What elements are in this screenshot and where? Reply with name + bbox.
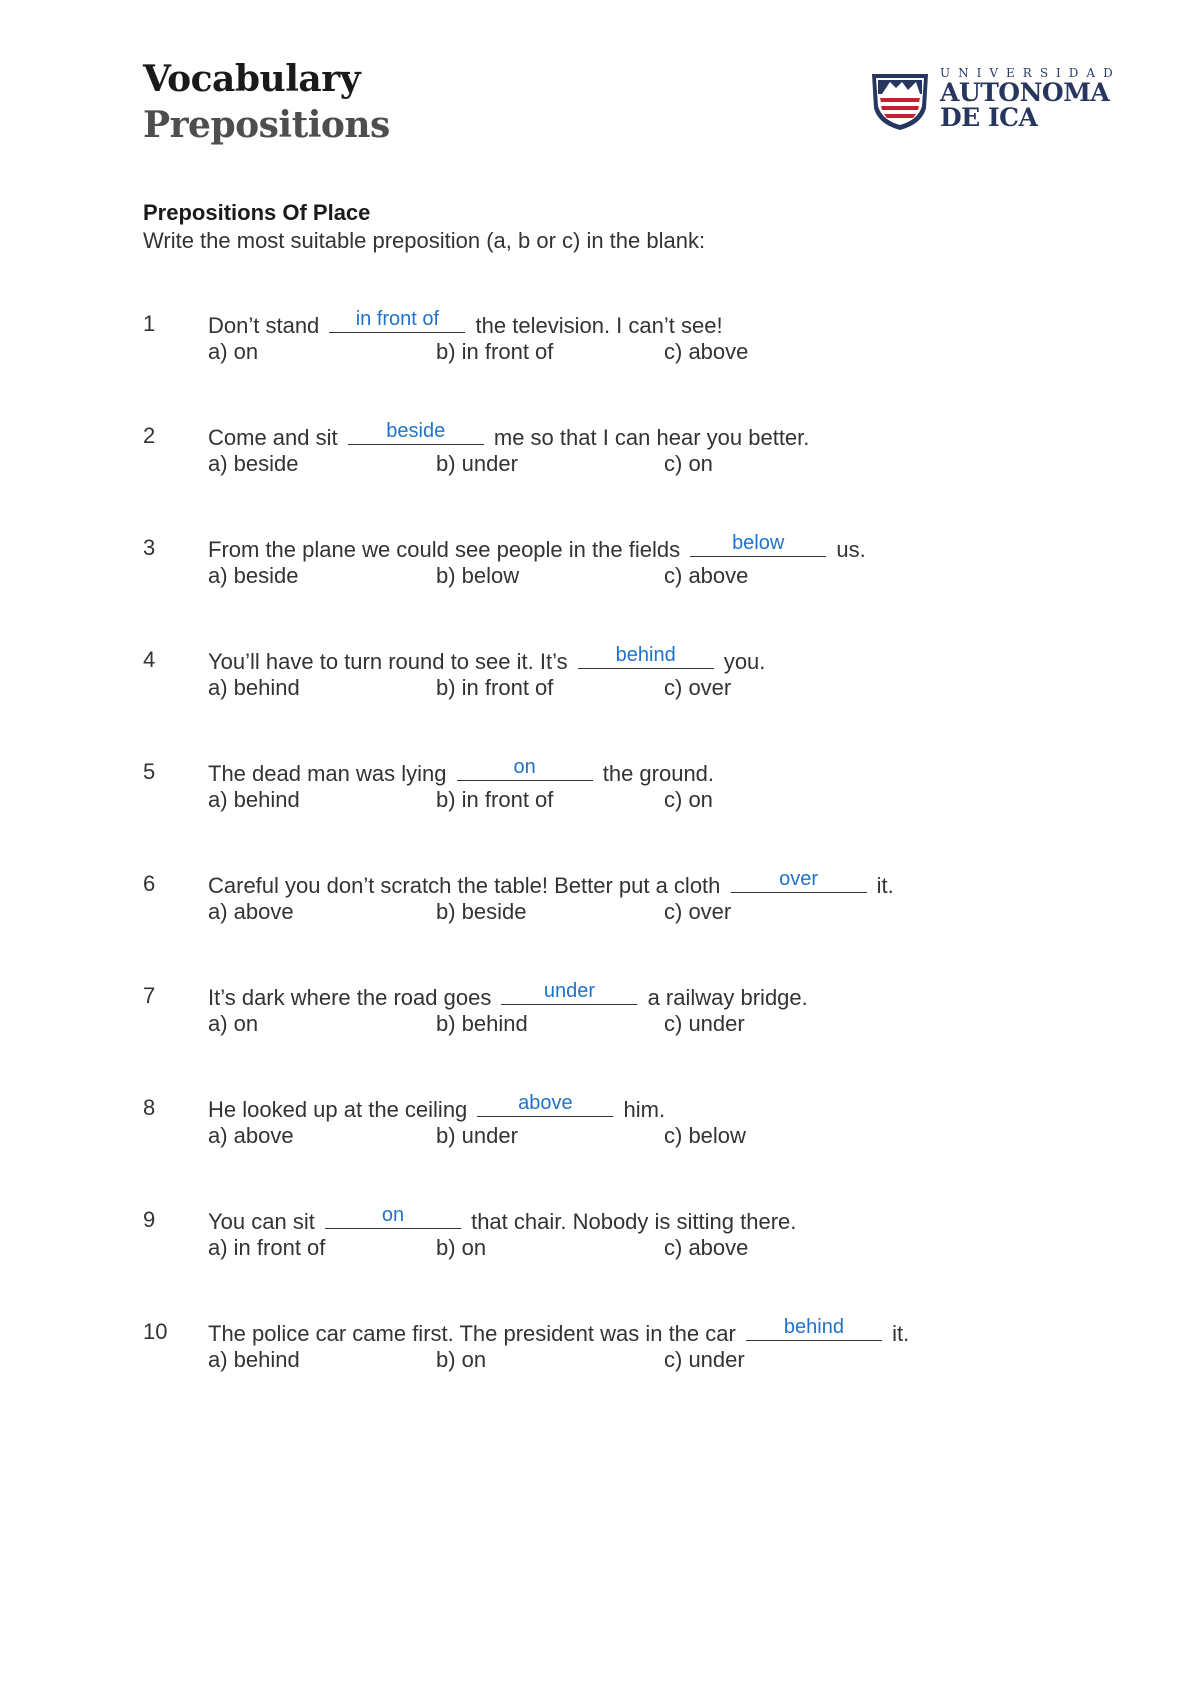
question-sentence bbox=[208, 1094, 665, 1124]
question-item bbox=[143, 534, 1143, 646]
section-title: Prepositions Of Place bbox=[143, 200, 371, 225]
sentence-after: us. bbox=[836, 537, 866, 562]
question-item bbox=[143, 422, 1143, 534]
answer-text: on bbox=[381, 1204, 405, 1226]
option-b: b) on bbox=[436, 1347, 487, 1372]
question-number: 6 bbox=[143, 871, 156, 896]
question-item bbox=[143, 310, 1143, 422]
question-item bbox=[143, 1094, 1143, 1206]
title-block bbox=[143, 56, 390, 148]
option-a: a) on bbox=[208, 339, 259, 364]
sentence-after: me so that I can hear you better. bbox=[493, 425, 810, 450]
answer-text: behind bbox=[783, 1316, 844, 1338]
question-item bbox=[143, 758, 1143, 870]
option-b: b) under bbox=[436, 451, 518, 476]
answer-text: below bbox=[732, 532, 785, 554]
question-number: 1 bbox=[143, 311, 156, 336]
sentence-before: You can sit bbox=[208, 1209, 315, 1234]
sentence-after: you. bbox=[723, 649, 766, 674]
sentence-after: him. bbox=[623, 1097, 666, 1122]
logo-line1: UNIVERSIDAD bbox=[940, 66, 1121, 80]
answer-blank[interactable] bbox=[690, 534, 826, 557]
answer-text: under bbox=[543, 980, 596, 1002]
question-item bbox=[143, 982, 1143, 1094]
sentence-before: He looked up at the ceiling bbox=[208, 1097, 468, 1122]
answer-blank[interactable] bbox=[348, 422, 484, 445]
answer-blank[interactable] bbox=[457, 758, 593, 781]
answer-text: behind bbox=[615, 644, 676, 666]
question-number: 7 bbox=[143, 983, 156, 1008]
answer-text: beside bbox=[386, 420, 446, 442]
answer-blank[interactable] bbox=[731, 870, 867, 893]
answer-blank[interactable] bbox=[746, 1318, 882, 1341]
question-item bbox=[143, 1206, 1143, 1318]
answer-text: in front of bbox=[355, 308, 440, 330]
answer-text: above bbox=[518, 1092, 573, 1114]
question-number: 4 bbox=[143, 647, 156, 672]
option-b: b) beside bbox=[436, 899, 527, 924]
shield-logo-icon bbox=[868, 68, 932, 132]
option-c: c) on bbox=[664, 451, 713, 476]
option-b: b) on bbox=[436, 1235, 487, 1260]
option-b: b) in front of bbox=[436, 787, 554, 812]
question-item bbox=[143, 870, 1143, 982]
question-number: 5 bbox=[143, 759, 156, 784]
option-c: c) below bbox=[664, 1123, 746, 1148]
option-c: c) under bbox=[664, 1011, 745, 1036]
option-b: b) below bbox=[436, 563, 520, 588]
question-number: 2 bbox=[143, 423, 156, 448]
logo-line3: DE ICA bbox=[940, 103, 1038, 132]
option-a: a) behind bbox=[208, 1347, 300, 1372]
sentence-before: The dead man was lying bbox=[208, 761, 447, 786]
question-number: 3 bbox=[143, 535, 156, 560]
option-c: c) on bbox=[664, 787, 713, 812]
sentence-after: it. bbox=[892, 1321, 910, 1346]
question-sentence bbox=[208, 1206, 796, 1236]
question-item bbox=[143, 1318, 1143, 1430]
option-c: c) over bbox=[664, 899, 732, 924]
question-sentence bbox=[208, 758, 714, 788]
page-title: Vocabulary bbox=[143, 58, 361, 100]
answer-blank[interactable] bbox=[329, 310, 465, 333]
sentence-before: You’ll have to turn round to see it. It’s bbox=[208, 649, 568, 674]
sentence-before: The police car came first. The president was in the car bbox=[208, 1321, 736, 1346]
question-number: 9 bbox=[143, 1207, 156, 1232]
option-a: a) behind bbox=[208, 675, 300, 700]
sentence-before: From the plane we could see people in the fields bbox=[208, 537, 681, 562]
sentence-before: Come and sit bbox=[208, 425, 338, 450]
answer-text: over bbox=[779, 868, 818, 890]
option-a: a) above bbox=[208, 1123, 294, 1148]
option-b: b) under bbox=[436, 1123, 518, 1148]
option-b: b) in front of bbox=[436, 339, 554, 364]
option-a: a) on bbox=[208, 1011, 259, 1036]
question-sentence bbox=[208, 646, 765, 676]
option-a: a) above bbox=[208, 899, 294, 924]
option-b: b) behind bbox=[436, 1011, 528, 1036]
answer-blank[interactable] bbox=[501, 982, 637, 1005]
option-b: b) in front of bbox=[436, 675, 554, 700]
option-c: c) under bbox=[664, 1347, 745, 1372]
option-a: a) beside bbox=[208, 451, 299, 476]
option-c: c) above bbox=[664, 563, 749, 588]
question-number: 8 bbox=[143, 1095, 156, 1120]
sentence-after: a railway bridge. bbox=[647, 985, 808, 1010]
sentence-after: that chair. Nobody is sitting there. bbox=[471, 1209, 797, 1234]
sentence-after: the ground. bbox=[602, 761, 715, 786]
question-sentence bbox=[208, 870, 894, 900]
answer-blank[interactable] bbox=[578, 646, 714, 669]
sentence-before: Don’t stand bbox=[208, 313, 320, 338]
question-sentence bbox=[208, 982, 808, 1012]
question-sentence bbox=[208, 534, 866, 564]
sentence-after: the television. I can’t see! bbox=[475, 313, 723, 338]
question-sentence bbox=[208, 1318, 909, 1348]
option-a: a) beside bbox=[208, 563, 299, 588]
page-subtitle: Prepositions bbox=[143, 104, 390, 146]
option-c: c) above bbox=[664, 1235, 749, 1260]
option-c: c) over bbox=[664, 675, 732, 700]
answer-blank[interactable] bbox=[477, 1094, 613, 1117]
question-sentence bbox=[208, 310, 723, 340]
answer-blank[interactable] bbox=[325, 1206, 461, 1229]
option-a: a) behind bbox=[208, 787, 300, 812]
question-item bbox=[143, 646, 1143, 758]
sentence-before: It’s dark where the road goes bbox=[208, 985, 492, 1010]
sentence-after: it. bbox=[876, 873, 894, 898]
instruction-text: Write the most suitable preposition (a, b or c) in the blank: bbox=[143, 228, 706, 253]
answer-text: on bbox=[513, 756, 536, 778]
university-logo bbox=[868, 60, 1121, 134]
option-c: c) above bbox=[664, 339, 749, 364]
question-list bbox=[143, 310, 1143, 1430]
question-number: 10 bbox=[143, 1319, 168, 1344]
logo-line2: AUTONOMA bbox=[940, 78, 1110, 107]
sentence-before: Careful you don’t scratch the table! Better put a cloth bbox=[208, 873, 721, 898]
logo-text bbox=[940, 66, 1121, 130]
option-a: a) in front of bbox=[208, 1235, 326, 1260]
question-sentence bbox=[208, 422, 809, 452]
